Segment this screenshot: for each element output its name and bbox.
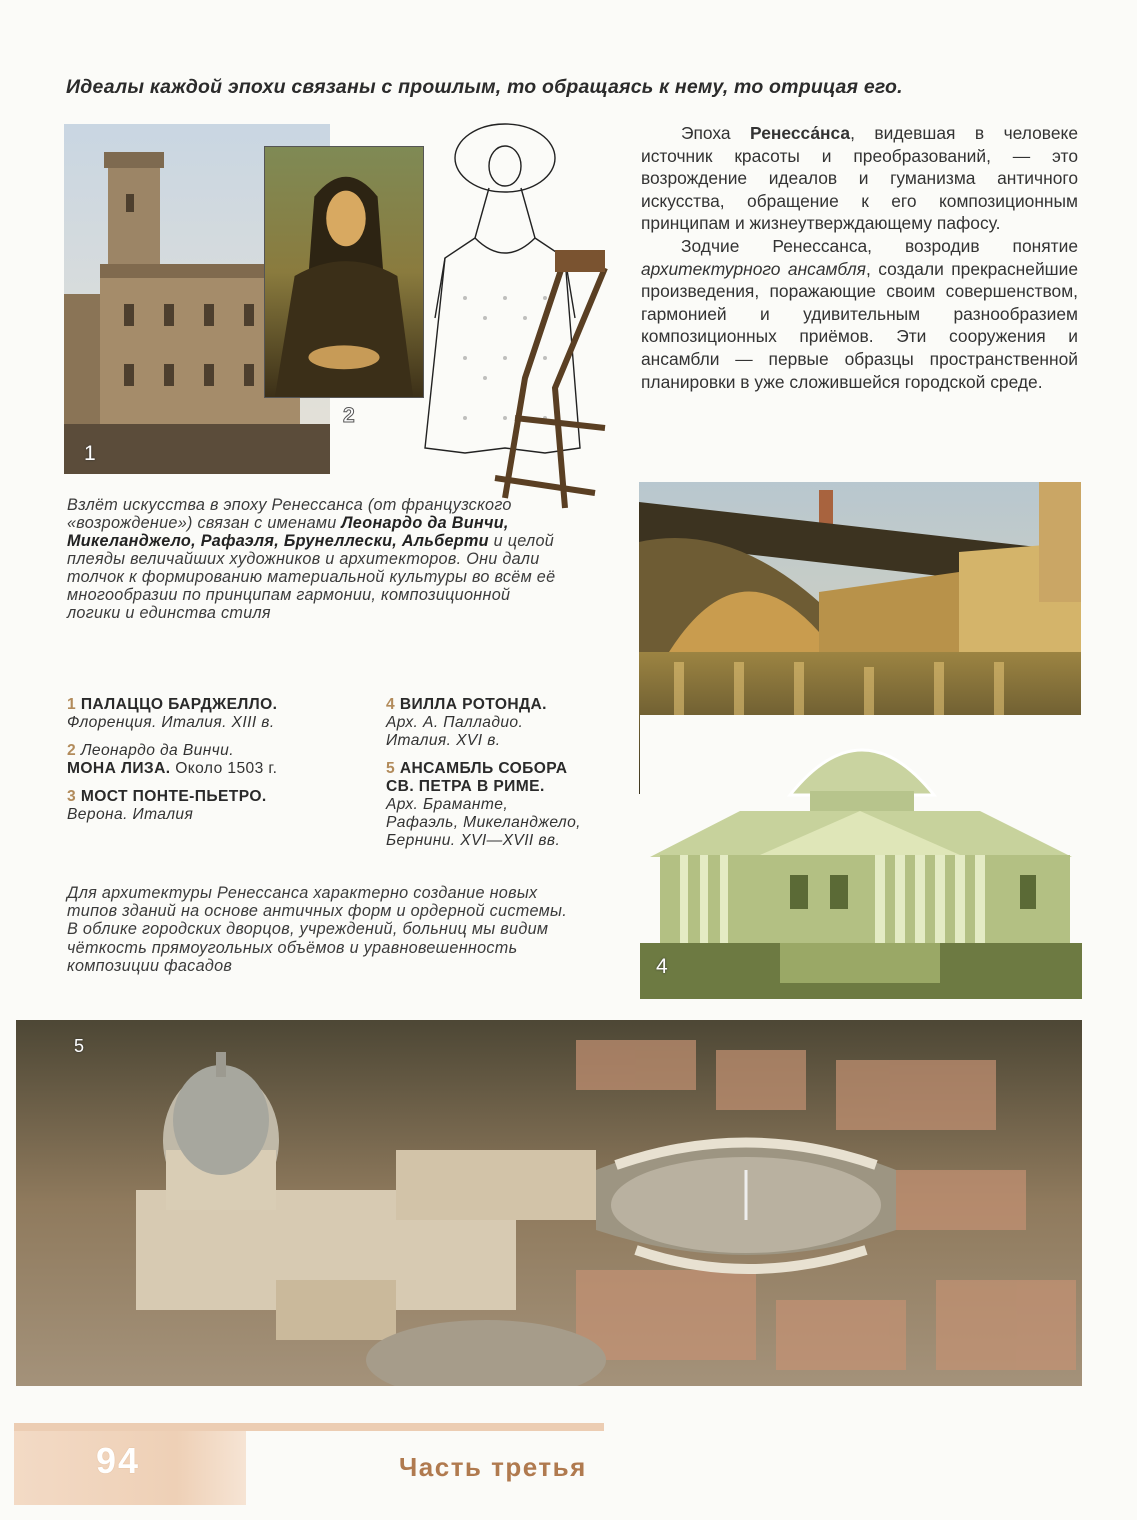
caption-2-lead: Леонардо да Винчи. <box>80 742 234 759</box>
caption-2-number: 2 <box>67 742 77 759</box>
p1-start: Эпоха <box>681 123 751 143</box>
caption-1-title: ПАЛАЦЦО БАРДЖЕЛЛО. <box>80 696 278 713</box>
illustration-renaissance-costume <box>405 118 625 518</box>
caption-5-text2: Рафаэль, Микеланджело, <box>386 814 581 831</box>
caption-5-title1: АНСАМБЛЬ СОБОРА <box>399 760 568 777</box>
p2-start: Зодчие Ренессанса, возродив понятие <box>681 235 1078 256</box>
caption-3-number: 3 <box>67 788 77 805</box>
image-number-4: 4 <box>656 955 668 978</box>
bottom-note: Для архитектуры Ренессанса характерно создание новых типов зданий на основе античных форм и ордерной системы. В облике городских дворцов, учреждений, больниц мы видим чёткость прямоугольных объёмов и уравновешенность композиции фасадов <box>67 884 568 975</box>
page-number: 94 <box>96 1440 141 1481</box>
caption-3-text: Верона. Италия <box>67 806 194 823</box>
caption-1-text: Флоренция. Италия. XIII в. <box>67 714 275 731</box>
caption-5-text3: Бернини. XVI—XVII вв. <box>386 832 561 849</box>
caption-3 <box>67 788 367 824</box>
caption-5-title2: СВ. ПЕТРА В РИМЕ. <box>386 778 545 795</box>
side-note <box>67 496 561 622</box>
headline: Идеалы каждой эпохи связаны с прошлым, то обращаясь к нему, то отрицая его. <box>66 76 903 98</box>
caption-1-number: 1 <box>67 696 77 713</box>
side-note-intro: Взлёт искусства в эпоху Ренессанса (от французского «возрождение») связан с именами <box>67 496 512 532</box>
captions-left <box>67 696 367 824</box>
caption-5 <box>386 760 636 850</box>
p2-end: , создали прекраснейшие произведения, поражающие своим совершенством, гармонией и удивительным разнообразием композиционных приёмов. Эти сооружения и ансамбли — первые образцы пространственной планировки в уже сложившейся городской среде. <box>641 258 1079 392</box>
image-number-2: 2 <box>343 404 355 427</box>
caption-4 <box>386 696 636 750</box>
part-title: Часть третья <box>399 1452 587 1482</box>
side-note-rest: и целой плеяды величайших художников и архитекторов. Они дали толчок к формированию материальной культуры во всём её многообразии по принципам гармонии, композиционной логики и единства стиля <box>67 532 556 622</box>
photo-st-peters-ensemble <box>16 1020 1082 1386</box>
caption-4-title: ВИЛЛА РОТОНДА. <box>399 696 547 713</box>
caption-3-title: МОСТ ПОНТЕ-ПЬЕТРО. <box>80 788 267 805</box>
caption-2-text: Около 1503 г. <box>175 760 278 777</box>
image-number-5: 5 <box>74 1036 85 1056</box>
main-text <box>641 122 1078 393</box>
paragraph-renaissance <box>641 122 1078 235</box>
paragraph-architects <box>641 235 1078 393</box>
term-renaissance: Ренесса́нса <box>750 123 851 143</box>
caption-5-text1: Арх. Браманте, <box>386 796 509 813</box>
caption-5-number: 5 <box>386 760 396 777</box>
caption-4-text1: Арх. А. Палладио. <box>386 714 524 731</box>
caption-4-text2: Италия. XVI в. <box>386 732 501 749</box>
image-number-1: 1 <box>84 442 96 465</box>
caption-1 <box>67 696 367 732</box>
side-note-names: Леонардо да Винчи, Микеланджело, Рафаэля, Брунеллески, Альберти <box>67 514 509 550</box>
caption-2 <box>67 742 367 778</box>
photo-villa-rotonda <box>640 715 1082 999</box>
captions-right <box>386 696 636 850</box>
term-ensemble: архитектурного ансамбля <box>641 258 866 279</box>
p1-end: , видевшая в человеке источник красоты и преобразований, — это возрождение идеалов и гуманизма античного искусства, обращение к его композиционным принципам и жизнеутверждающему пафосу. <box>641 123 1078 234</box>
photo-mona-lisa <box>264 146 424 398</box>
caption-2-title: МОНА ЛИЗА. <box>67 760 171 777</box>
caption-4-number: 4 <box>386 696 396 713</box>
footer-band <box>14 1423 604 1431</box>
